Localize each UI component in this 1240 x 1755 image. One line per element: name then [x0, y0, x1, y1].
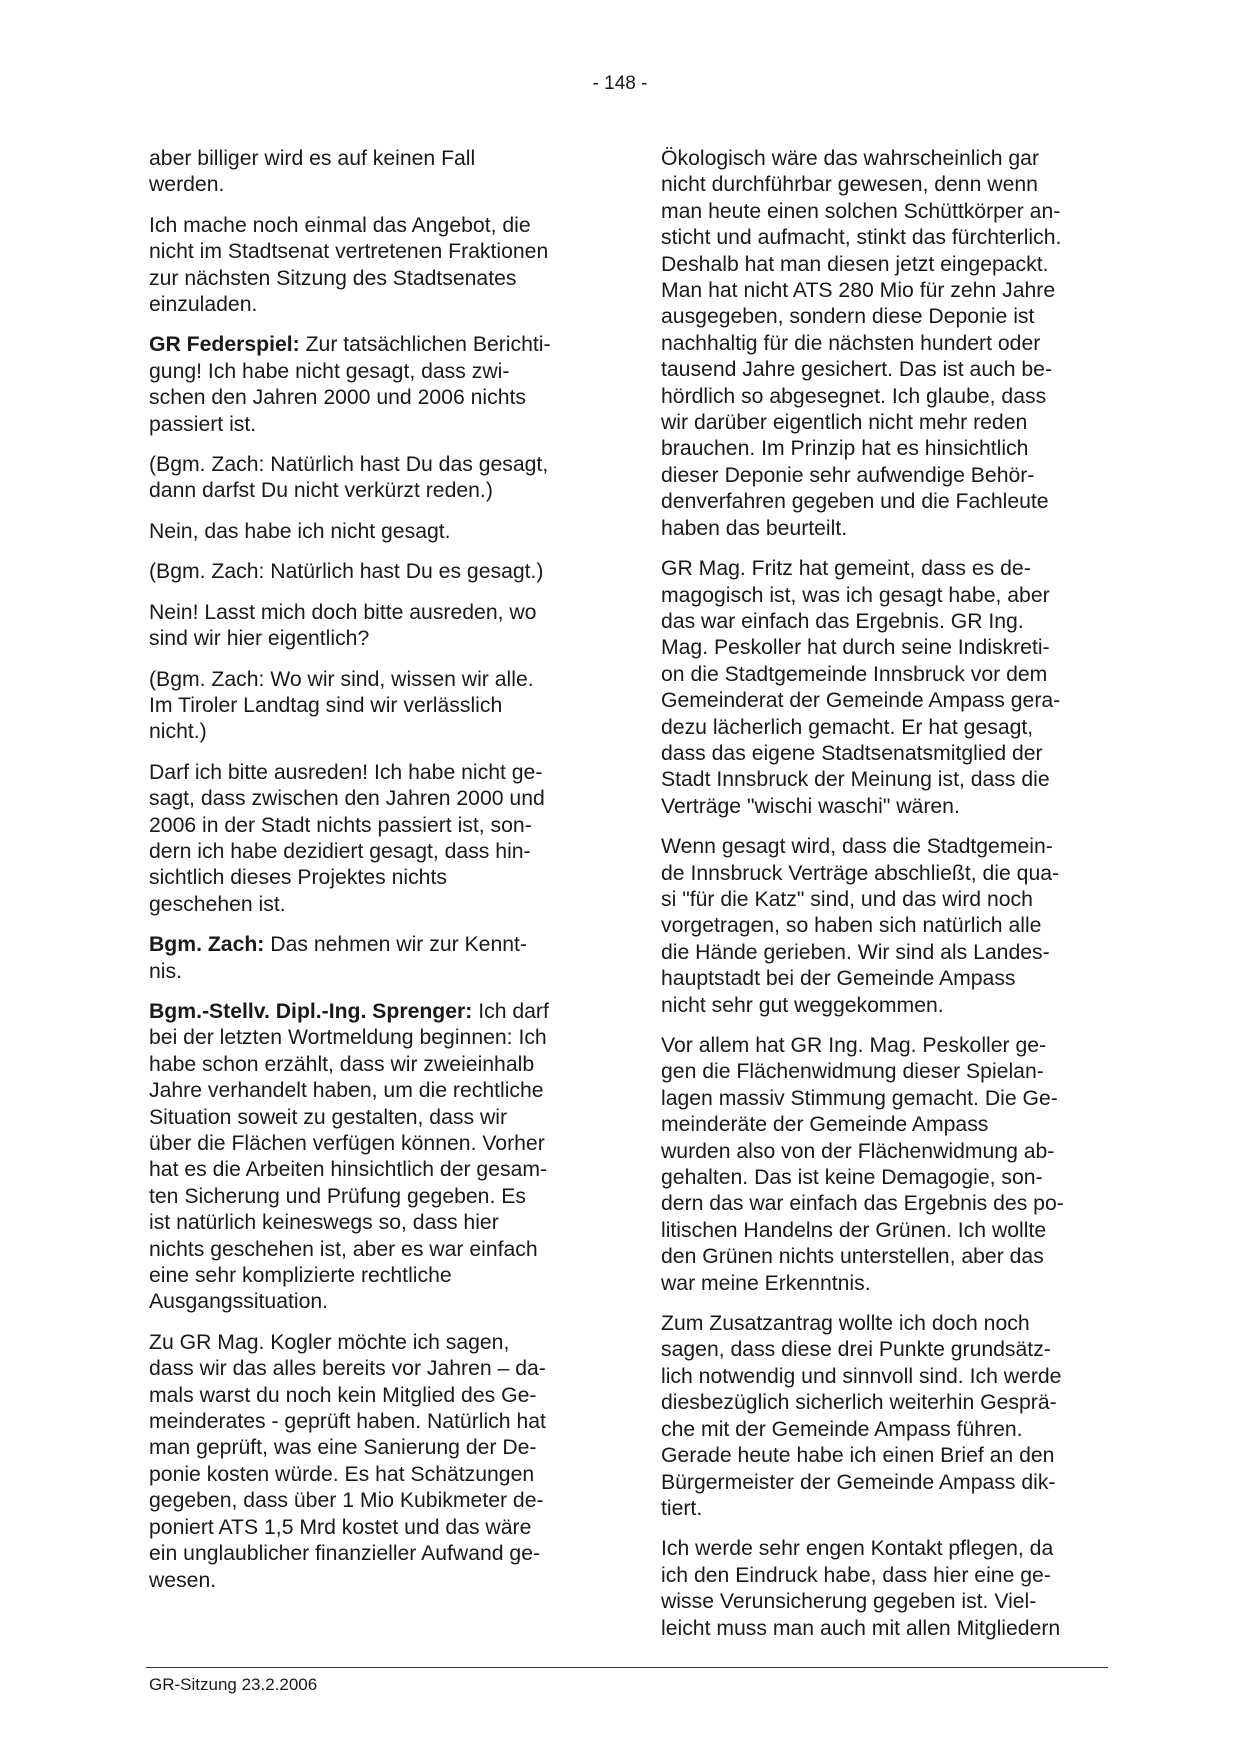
paragraph: [149, 760, 597, 918]
text-line: Das nehmen wir zur Kennt-: [264, 933, 527, 957]
text-line: nichts geschehen ist, aber es war einfach: [149, 1237, 538, 1261]
paragraph: [661, 556, 1108, 820]
text-line: sticht und aufmacht, stinkt das fürchterlich.: [661, 226, 1062, 250]
text-line: si "für die Katz" sind, und das wird noch: [661, 887, 1033, 911]
speaker-name: Bgm. Zach:: [149, 933, 265, 957]
text-line: sagt, dass zwischen den Jahren 2000 und: [149, 787, 545, 811]
paragraph: [149, 932, 597, 985]
text-line: Ökologisch wäre das wahrscheinlich gar: [661, 147, 1040, 170]
text-line: wesen.: [149, 1568, 217, 1592]
text-line: Gerade heute habe ich einen Brief an den: [661, 1444, 1055, 1468]
text-line: Ich darf: [472, 999, 549, 1023]
text-line: diesbezüglich sicherlich weiterhin Gesprä-: [661, 1391, 1057, 1415]
footer-divider: [146, 1667, 1108, 1668]
text-line: nis.: [149, 959, 182, 983]
text-line: lich notwendig und sinnvoll sind. Ich werde: [661, 1364, 1062, 1388]
text-line: (Bgm. Zach: Natürlich hast Du es gesagt.): [149, 560, 544, 584]
text-line: Vor allem hat GR Ing. Mag. Peskoller ge-: [661, 1034, 1047, 1057]
text-line: GR Mag. Fritz hat gemeint, dass es de-: [661, 557, 1031, 581]
text-line: hat es die Arbeiten hinsichtlich der gesam-: [149, 1158, 548, 1182]
text-line: gen die Flächenwidmung dieser Spielan-: [661, 1060, 1044, 1084]
text-line: Jahre verhandelt haben, um die rechtliche: [149, 1079, 544, 1103]
text-line: tausend Jahre gesichert. Das ist auch be-: [661, 358, 1053, 382]
text-line: Mag. Peskoller hat durch seine Indiskreti-: [661, 636, 1050, 660]
text-line: tiert.: [661, 1496, 703, 1520]
text-line: ten Sicherung und Prüfung gegeben. Es: [149, 1184, 526, 1208]
paragraph: [149, 1330, 597, 1594]
text-line: dern das war einfach das Ergebnis des po-: [661, 1192, 1064, 1216]
text-line: litischen Handelns der Grünen. Ich wollte: [661, 1218, 1047, 1242]
text-line: magogisch ist, was ich gesagt habe, aber: [661, 583, 1050, 607]
paragraph: [661, 1033, 1108, 1297]
text-line: den Grünen nichts unterstellen, aber das: [661, 1245, 1044, 1269]
text-line: (Bgm. Zach: Wo wir sind, wissen wir alle.: [149, 667, 534, 691]
left-text-column: [149, 146, 597, 1608]
text-line: dass wir das alles bereits vor Jahren – da-: [149, 1357, 546, 1381]
text-line: Gemeinderat der Gemeinde Ampass gera-: [661, 689, 1061, 713]
text-line: wurden also von der Flächenwidmung ab-: [661, 1139, 1055, 1163]
text-line: dieser Deponie sehr aufwendige Behör-: [661, 463, 1035, 487]
text-line: mals warst du noch kein Mitglied des Ge-: [149, 1383, 537, 1407]
text-line: Ich werde sehr engen Kontakt pflegen, da: [661, 1537, 1054, 1561]
text-line: dass das eigene Stadtsenatsmitglied der: [661, 741, 1043, 765]
text-line: brauchen. Im Prinzip hat es hinsichtlich: [661, 437, 1029, 461]
paragraph: [661, 146, 1108, 542]
text-line: ich den Eindruck habe, dass hier eine ge-: [661, 1563, 1051, 1587]
text-line: on die Stadtgemeinde Innsbruck vor dem: [661, 662, 1048, 686]
text-line: Wenn gesagt wird, dass die Stadtgemein-: [661, 835, 1053, 859]
text-line: gegeben, dass über 1 Mio Kubikmeter de-: [149, 1489, 544, 1513]
text-line: ausgegeben, sondern diese Deponie ist: [661, 305, 1035, 329]
text-line: Ich mache noch einmal das Angebot, die: [149, 213, 531, 237]
text-line: gung! Ich habe nicht gesagt, dass zwi-: [149, 359, 510, 383]
text-line: aber billiger wird es auf keinen Fall: [149, 147, 476, 170]
paragraph: [149, 667, 597, 746]
text-line: (Bgm. Zach: Natürlich hast Du das gesagt,: [149, 453, 549, 477]
text-line: nachhaltig für die nächsten hundert oder: [661, 331, 1041, 355]
text-line: meinderäte der Gemeinde Ampass: [661, 1113, 989, 1137]
text-line: che mit der Gemeinde Ampass führen.: [661, 1417, 1023, 1441]
text-line: dern ich habe dezidiert gesagt, dass hin-: [149, 839, 531, 863]
paragraph: [149, 213, 597, 319]
text-line: leicht muss man auch mit allen Mitgliedern: [661, 1616, 1061, 1640]
text-line: ponie kosten würde. Es hat Schätzungen: [149, 1462, 535, 1486]
text-line: hauptstadt bei der Gemeinde Ampass: [661, 967, 1016, 991]
text-line: nicht durchführbar gewesen, denn wenn: [661, 173, 1038, 197]
speaker-name: GR Federspiel:: [149, 333, 300, 357]
paragraph: [149, 559, 597, 585]
text-line: Man hat nicht ATS 280 Mio für zehn Jahre: [661, 279, 1056, 303]
text-line: nicht im Stadtsenat vertretenen Fraktionen: [149, 240, 549, 264]
text-line: Bürgermeister der Gemeinde Ampass dik-: [661, 1470, 1056, 1494]
text-line: einzuladen.: [149, 293, 258, 317]
text-line: Ausgangssituation.: [149, 1290, 329, 1314]
text-line: schen den Jahren 2000 und 2006 nichts: [149, 386, 526, 410]
text-line: passiert ist.: [149, 412, 257, 436]
text-line: nicht sehr gut weggekommen.: [661, 993, 944, 1017]
paragraph: [661, 1536, 1108, 1642]
text-line: lagen massiv Stimmung gemacht. Die Ge-: [661, 1086, 1058, 1110]
text-line: de Innsbruck Verträge abschließt, die qua-: [661, 861, 1060, 885]
text-line: poniert ATS 1,5 Mrd kostet und das wäre: [149, 1515, 532, 1539]
text-line: denverfahren gegeben und die Fachleute: [661, 490, 1049, 514]
right-text-column: [661, 146, 1108, 1656]
paragraph: [661, 834, 1108, 1019]
text-line: Nein, das habe ich nicht gesagt.: [149, 519, 451, 543]
text-line: Stadt Innsbruck der Meinung ist, dass die: [661, 768, 1050, 792]
page-number: - 148 -: [592, 73, 648, 94]
text-line: Situation soweit zu gestalten, dass wir: [149, 1105, 508, 1129]
text-line: war meine Erkenntnis.: [661, 1271, 871, 1295]
text-line: Zum Zusatzantrag wollte ich doch noch: [661, 1312, 1030, 1336]
text-line: sichtlich dieses Projektes nichts: [149, 866, 447, 890]
paragraph: [149, 519, 597, 545]
text-line: Nein! Lasst mich doch bitte ausreden, wo: [149, 600, 537, 624]
text-line: Deshalb hat man diesen jetzt eingepackt.: [661, 252, 1049, 276]
text-line: 2006 in der Stadt nichts passiert ist, son-: [149, 813, 532, 837]
text-line: bei der letzten Wortmeldung beginnen: Ich: [149, 1026, 547, 1050]
text-line: sind wir hier eigentlich?: [149, 627, 370, 651]
text-line: geschehen ist.: [149, 892, 286, 916]
text-line: ein unglaublicher finanzieller Aufwand ge-: [149, 1542, 541, 1566]
text-line: ist natürlich keineswegs so, dass hier: [149, 1211, 499, 1235]
text-line: zur nächsten Sitzung des Stadtsenates: [149, 266, 517, 290]
text-line: haben das beurteilt.: [661, 516, 848, 540]
text-line: das war einfach das Ergebnis. GR Ing.: [661, 609, 1024, 633]
text-line: man heute einen solchen Schüttkörper an-: [661, 199, 1061, 223]
text-line: eine sehr komplizierte rechtliche: [149, 1264, 452, 1288]
text-line: werden.: [149, 173, 225, 197]
paragraph: [661, 1311, 1108, 1522]
paragraph: [149, 146, 597, 199]
text-line: dann darfst Du nicht verkürzt reden.): [149, 479, 493, 503]
text-line: vorgetragen, so haben sich natürlich alle: [661, 914, 1042, 938]
footer-session-date: GR-Sitzung 23.2.2006: [149, 1675, 318, 1694]
text-line: die Hände gerieben. Wir sind als Landes-: [661, 940, 1050, 964]
text-line: meinderates - geprüft haben. Natürlich hat: [149, 1410, 546, 1434]
paragraph: [149, 600, 597, 653]
text-line: gehalten. Das ist keine Demagogie, son-: [661, 1166, 1043, 1190]
speaker-name: Bgm.-Stellv. Dipl.-Ing. Sprenger:: [149, 999, 473, 1023]
paragraph: [149, 999, 597, 1316]
text-line: dezu lächerlich gemacht. Er hat gesagt,: [661, 715, 1034, 739]
text-line: habe schon erzählt, dass wir zweieinhalb: [149, 1052, 535, 1076]
text-line: über die Flächen verfügen können. Vorher: [149, 1132, 545, 1155]
text-line: man geprüft, was eine Sanierung der De-: [149, 1436, 537, 1460]
text-line: Im Tiroler Landtag sind wir verlässlich: [149, 693, 503, 717]
text-line: Verträge "wischi waschi" wären.: [661, 794, 960, 818]
text-line: Zur tatsächlichen Berichti-: [299, 333, 551, 357]
text-line: nicht.): [149, 720, 207, 744]
text-line: Zu GR Mag. Kogler möchte ich sagen,: [149, 1330, 510, 1354]
paragraph: [149, 452, 597, 505]
text-line: Darf ich bitte ausreden! Ich habe nicht ge-: [149, 760, 543, 784]
text-line: wisse Verunsicherung gegeben ist. Viel-: [661, 1590, 1037, 1614]
text-line: hördlich so abgesegnet. Ich glaube, dass: [661, 384, 1047, 408]
text-line: sagen, dass diese drei Punkte grundsätz-: [661, 1338, 1051, 1362]
text-line: wir darüber eigentlich nicht mehr reden: [661, 411, 1028, 435]
paragraph: [149, 332, 597, 438]
